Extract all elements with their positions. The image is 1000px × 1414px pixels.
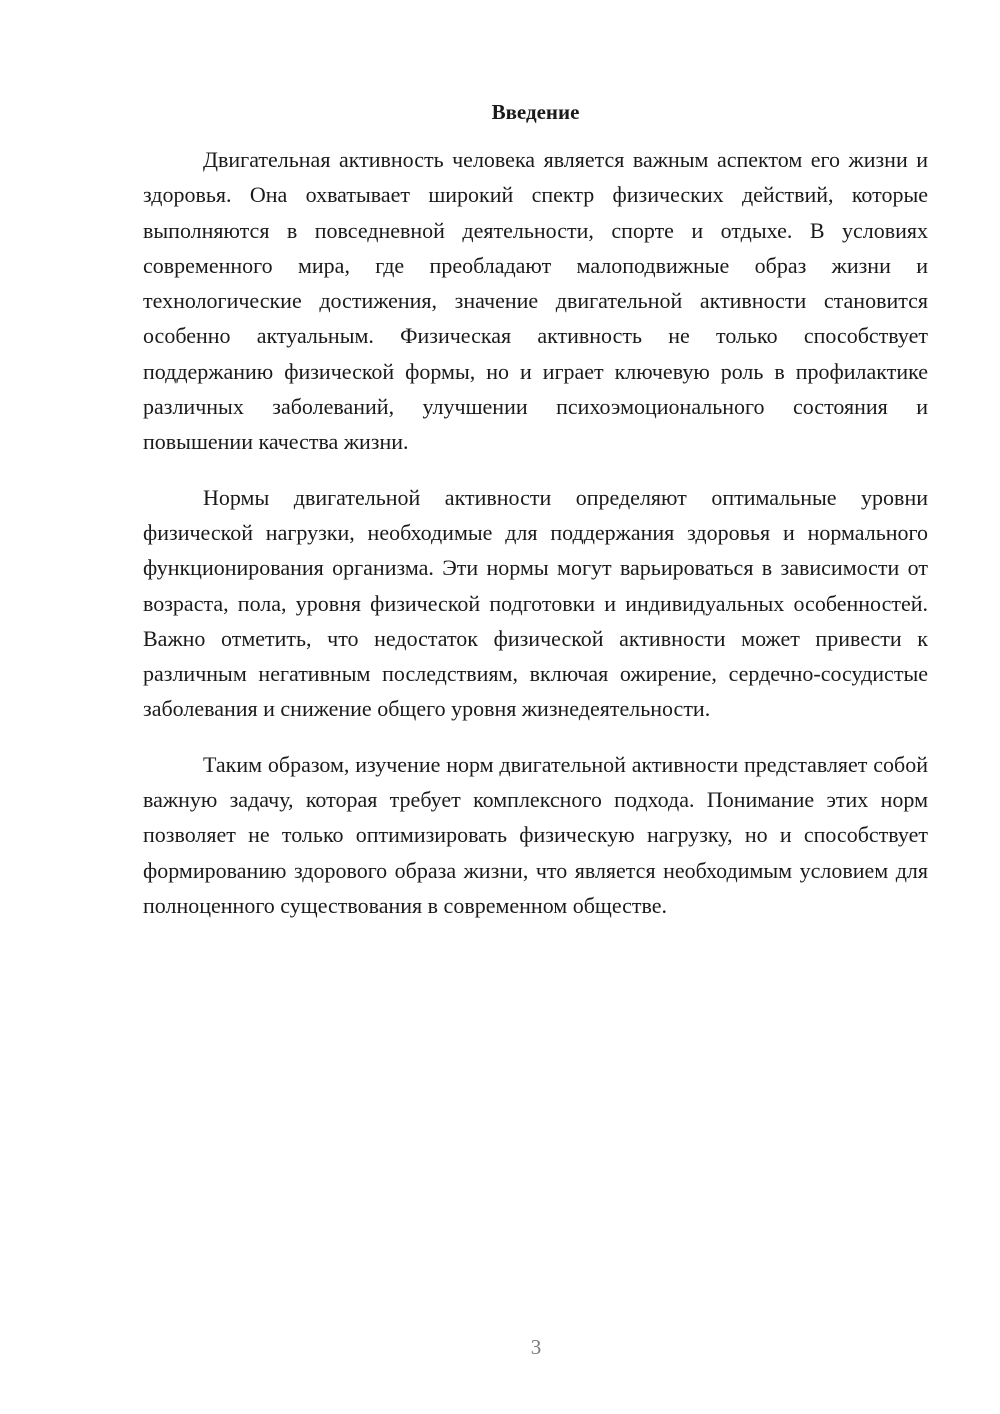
paragraph-1: Двигательная активность человека является важным аспектом его жизни и здоровья. Она охватывает широкий спектр физических действий, которые выполняются в повседневной деятельности, спорте и отдыхе. В условиях современного мира, где преобладают малоподвижные образ жизни и технологические достижения, значение двигательной активности становится особенно актуальным. Физическая активность не только способствует поддержанию физической формы, но и играет ключевую роль в профилактике различных заболеваний, улучшении психоэмоционального состояния и повышении качества жизни. [143,147,928,455]
paragraph-3: Таким образом, изучение норм двигательной активности представляет собой важную задачу, которая требует комплексного подхода. Понимание этих норм позволяет не только оптимизировать физическую нагрузку, но и способствует формированию здорового образа жизни, что является необходимым условием для полноценного существования в современном обществе. [143,751,928,918]
document-body [143,142,928,943]
section-heading: Введение [491,100,580,124]
page-number: 3 [530,1335,542,1359]
paragraph-2: Нормы двигательной активности определяют оптимальные уровни физической нагрузки, необходимые для поддержания здоровья и нормального функционирования организма. Эти нормы могут варьироваться в зависимости от возраста, пола, уровня физической подготовки и индивидуальных особенностей. Важно отметить, что недостаток физической активности может привести к различным негативным последствиям, включая ожирение, сердечно-сосудистые заболевания и снижение общего уровня жизнедеятельности. [143,484,928,722]
